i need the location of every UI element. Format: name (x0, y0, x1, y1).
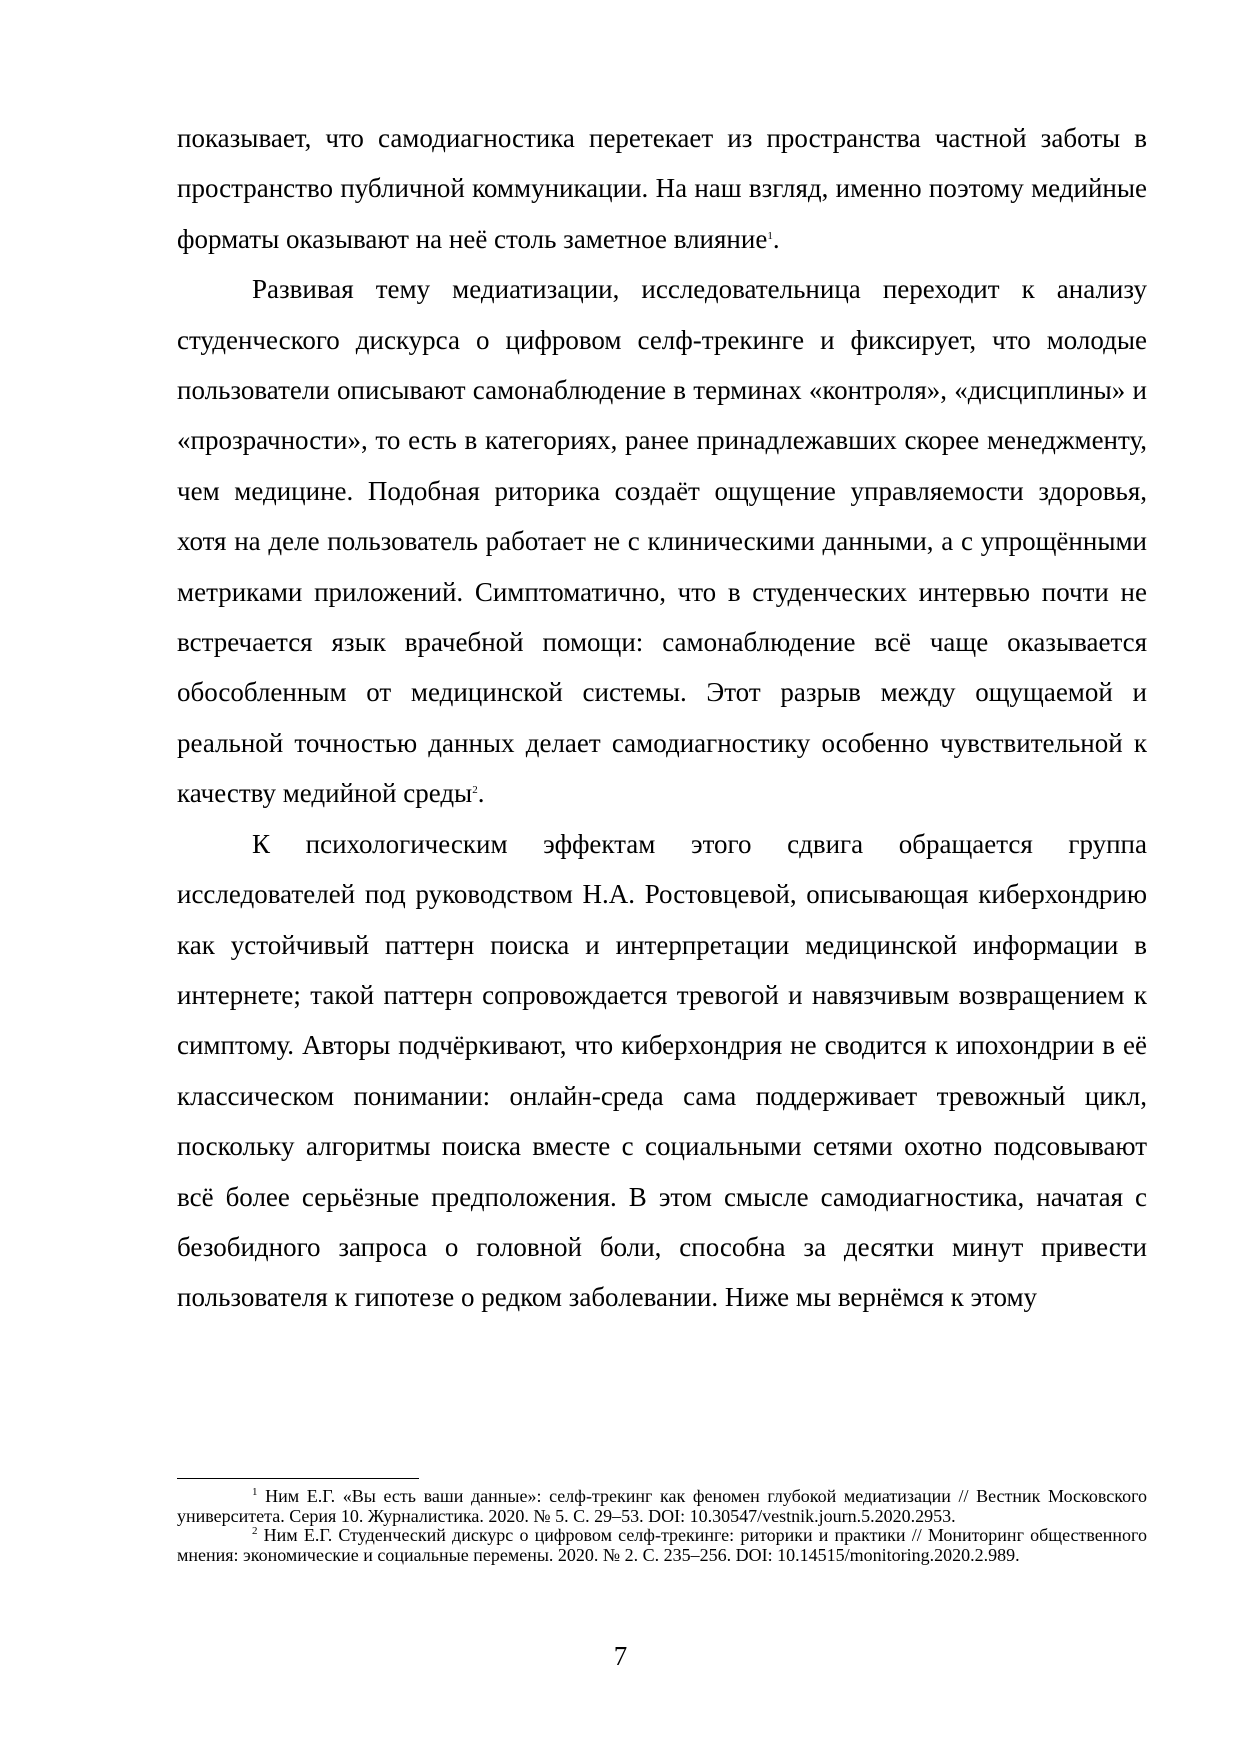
paragraph-1-end: . (772, 223, 780, 254)
paragraph-3-text: К психологическим эффектам этого сдвига обращается группа исследователей под руководством Н.А. Ростовцевой, описывающая киберхондрию как устойчивый паттерн поиска и интерпретации медицинской информации в интернете; такой паттерн сопровождается тревогой и навязчивым возвращением к симптому. Авторы подчёркивают, что киберхондрия не сводится к ипохондрии в её классическом понимании: онлайн-среда сама поддерживает тревожный цикл, поскольку алгоритмы поиска вместе с социальными сетями охотно подсовывают всё более серьёзные предположения. В этом смысле самодиагностика, начатая с безобидного запроса о головной боли, способна за десятки минут привести пользователя к гипотезе о редком заболевании. Ниже мы вернёмся к этому (177, 828, 1147, 1313)
paragraph-3 (177, 819, 1147, 1323)
footnote-1-mark: 1 (252, 1486, 258, 1498)
footnote-separator (177, 1478, 419, 1479)
footnote-1 (177, 1487, 1147, 1526)
page-number: 7 (613, 1641, 628, 1671)
paragraph-1 (177, 113, 1147, 264)
paragraph-1-text: показывает, что самодиагностика перетекает из пространства частной заботы в пространство публичной коммуникации. На наш взгляд, именно поэтому медийные форматы оказывают на неё столь заметное влияние (177, 123, 1147, 254)
footnote-2 (177, 1526, 1147, 1565)
footnote-ref-2[interactable]: 2 (472, 784, 478, 797)
footnote-1-text: Ним Е.Г. «Вы есть ваши данные»: селф-трекинг как феномен глубокой медиатизации // Вестник Московского университета. Серия 10. Журналистика. 2020. № 5. С. 29–53. DOI: 10.30547/vestnik.journ.5.2020.2953. (177, 1486, 1148, 1526)
body-text (177, 113, 1147, 1323)
paragraph-2 (177, 264, 1147, 818)
footnote-2-mark: 2 (252, 1525, 258, 1538)
paragraph-2-end: . (477, 778, 485, 809)
footnote-ref-1[interactable]: 1 (767, 229, 773, 242)
paragraph-2-text: Развивая тему медиатизации, исследовательница переходит к анализу студенческого дискурса о цифровом селф-трекинге и фиксирует, что молодые пользователи описывают самонаблюдение в терминах «контроля», «дисциплины» и «прозрачности», то есть в категориях, ранее принадлежавших скорее менеджменту, чем медицине. Подобная риторика создаёт ощущение управляемости здоровья, хотя на деле пользователь работает не с клиническими данными, а с упрощёнными метриками приложений. Симптоматично, что в студенческих интервью почти не встречается язык врачебной помощи: самонаблюдение всё чаще оказывается обособленным от медицинской системы. Этот разрыв между ощущаемой и реальной точностью данных делает самодиагностику особенно чувствительной к качеству медийной среды (177, 274, 1147, 809)
footnote-2-text: Ним Е.Г. Студенческий дискурс о цифровом селф-трекинге: риторики и практики // Мониторинг общественного мнения: экономические и социальные перемены. 2020. № 2. С. 235–256. DOI: 10.14515/monitoring.2020.2.989. (177, 1525, 1147, 1565)
footnotes (177, 1487, 1147, 1565)
